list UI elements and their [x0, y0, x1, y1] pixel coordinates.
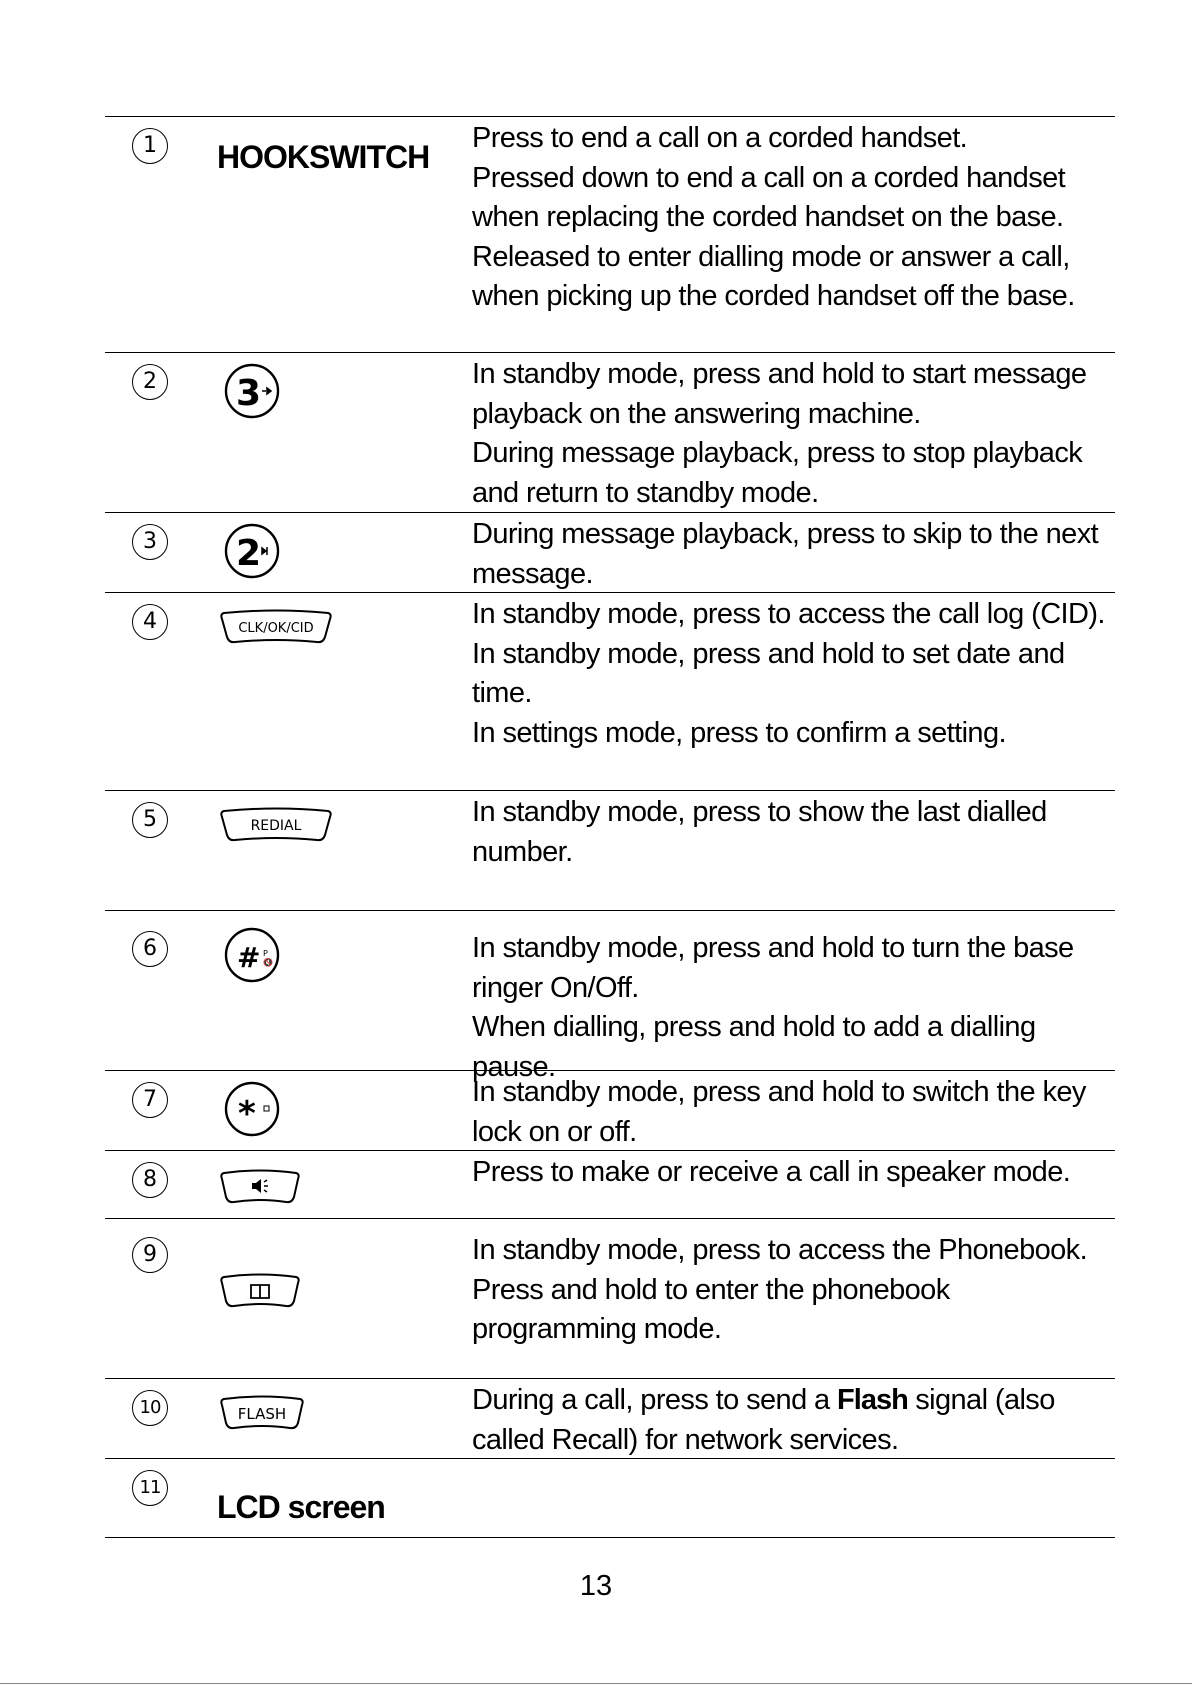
speaker-key-icon	[220, 1167, 300, 1212]
redial-key-icon	[220, 805, 332, 850]
table-row	[105, 1218, 1115, 1379]
row-description: In standby mode, press to show the last dialled number.	[472, 796, 1047, 868]
row-number: 10	[132, 1390, 168, 1426]
row-number: 3	[132, 524, 168, 560]
row-description: In standby mode, press to access the Phonebook. Press and hold to enter the phonebook programming mode.	[472, 1234, 1088, 1345]
row-number: 5	[132, 802, 168, 838]
row-number: 4	[132, 604, 168, 640]
star-key-icon	[223, 1079, 285, 1146]
table-row	[105, 592, 1115, 791]
table-row	[105, 116, 1115, 353]
row-number: 8	[132, 1162, 168, 1198]
row-description: In standby mode, press to access the call log (CID). In standby mode, press and hold to set date and time. In settings mode, press to confirm a setting.	[472, 598, 1105, 749]
row-label: HOOKSWITCH	[217, 139, 430, 175]
key-2-skip-icon	[223, 521, 285, 588]
table-row	[105, 1458, 1115, 1538]
flash-term: Flash	[837, 1384, 908, 1416]
row-description: During a call, press to send a Flash signal (also called Recall) for network services.	[472, 1384, 1055, 1456]
row-number: 11	[132, 1470, 168, 1506]
table-row	[105, 790, 1115, 911]
row-number: 1	[132, 128, 168, 164]
table-row	[105, 512, 1115, 593]
row-description: During message playback, press to skip to the next message.	[472, 518, 1099, 590]
svg-text:REDIAL: REDIAL	[250, 818, 302, 834]
table-row	[105, 1378, 1115, 1459]
phonebook-key-icon	[220, 1271, 300, 1316]
svg-text:CLK/OK/CID: CLK/OK/CID	[238, 621, 314, 636]
row-label: LCD screen	[217, 1489, 385, 1525]
table-row	[105, 1070, 1115, 1151]
row-number: 2	[132, 364, 168, 400]
hash-key-icon	[223, 925, 285, 992]
row-description: Press to make or receive a call in speaker mode.	[472, 1156, 1071, 1188]
key-3-play-icon	[223, 361, 285, 428]
table-row	[105, 1150, 1115, 1219]
row-number: 6	[132, 931, 168, 967]
svg-text:#: #	[237, 941, 261, 974]
row-description: In standby mode, press and hold to start message playback on the answering machine. During message playback, press to stop playback and return to standby mode.	[472, 358, 1087, 509]
page-edge-line	[0, 1683, 1192, 1684]
row-description: In standby mode, press and hold to switch the key lock on or off.	[472, 1076, 1086, 1148]
row-number: 7	[132, 1082, 168, 1118]
row-number: 9	[132, 1237, 168, 1273]
table-row	[105, 352, 1115, 513]
svg-text:*: *	[238, 1094, 256, 1134]
svg-text:P: P	[263, 949, 268, 958]
svg-text:FLASH: FLASH	[237, 1405, 287, 1423]
svg-text:3: 3	[236, 373, 262, 414]
row-description: Press to end a call on a corded handset. Pressed down to end a call on a corded handset when replacing the corded handset on the base. Released to enter dialling mode or answer a call, when picking up the corded handset off the base.	[472, 122, 1075, 312]
table-row	[105, 910, 1115, 1083]
page-number: 13	[579, 1570, 613, 1602]
flash-key-icon	[220, 1393, 304, 1438]
clk-ok-cid-key-icon	[220, 607, 332, 652]
svg-text:2: 2	[236, 533, 262, 574]
row-description: In standby mode, press and hold to turn the base ringer On/Off. When dialling, press and hold to add a dialling pause.	[472, 932, 1074, 1083]
svg-text:🔇: 🔇	[263, 958, 273, 967]
